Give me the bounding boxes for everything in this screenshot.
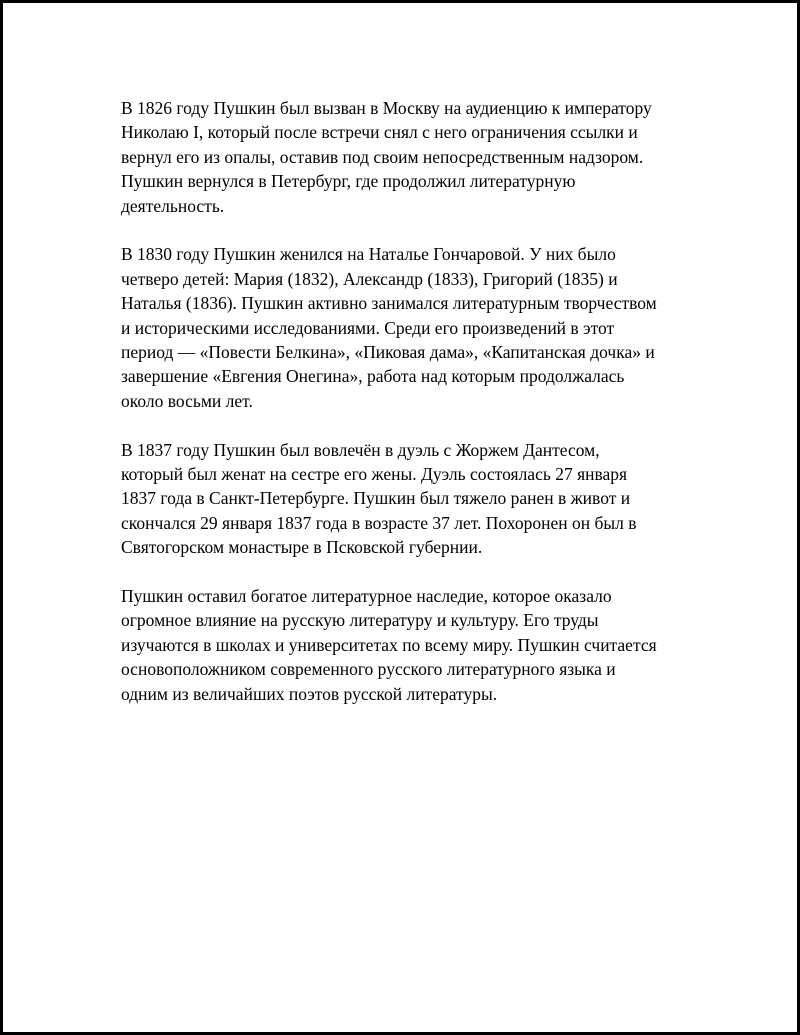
paragraph-legacy	[121, 584, 721, 706]
text-line: завершение «Евгения Онегина», работа над которым продолжалась	[121, 366, 625, 387]
text-line: 1837 года в Санкт-Петербурге. Пушкин был тяжело ранен в живот и	[121, 488, 631, 509]
text-line: В 1837 году Пушкин был вовлечён в дуэль с Жоржем Дантесом,	[121, 439, 600, 460]
text-line: Пушкин вернулся в Петербург, где продолжил литературную	[121, 171, 576, 192]
text-line: Николаю I, который после встречи снял с него ограничения ссылки и	[121, 122, 638, 143]
text-line: Пушкин оставил богатое литературное наследие, которое оказало	[121, 586, 612, 607]
text-line: который был женат на сестре его жены. Дуэль состоялась 27 января	[121, 464, 628, 485]
text-line: В 1826 году Пушкин был вызван в Москву на аудиенцию к императору	[121, 98, 652, 118]
text-line: Святогорском монастыре в Псковской губернии.	[121, 537, 483, 558]
text-line: период — «Повести Белкина», «Пиковая дама», «Капитанская дочка» и	[121, 342, 655, 363]
text-line: скончался 29 января 1837 года в возрасте 37 лет. Похоронен он был в	[121, 512, 637, 533]
paragraph-1830	[121, 242, 721, 413]
document-body	[121, 96, 721, 731]
text-line: основоположником современного русского литературного языка и	[121, 659, 616, 680]
text-line: Наталья (1836). Пушкин активно занимался литературным творчеством	[121, 293, 657, 314]
text-line: одним из величайших поэтов русской литературы.	[121, 683, 498, 704]
text-line: В 1830 году Пушкин женился на Наталье Гончаровой. У них было	[121, 244, 616, 265]
paragraph-1837	[121, 438, 721, 560]
text-line: и историческими исследованиями. Среди его произведений в этот	[121, 317, 615, 338]
text-line: четверо детей: Мария (1832), Александр (1833), Григорий (1835) и	[121, 268, 618, 289]
text-line: вернул его из опалы, оставив под своим непосредственным надзором.	[121, 146, 644, 167]
text-line: огромное влияние на русскую литературу и культуру. Его труды	[121, 610, 599, 631]
text-line: около восьми лет.	[121, 390, 253, 411]
text-line: деятельность.	[121, 195, 225, 216]
paragraph-1826	[121, 96, 721, 218]
text-line: изучаются в школах и университетах по всему миру. Пушкин считается	[121, 634, 657, 655]
